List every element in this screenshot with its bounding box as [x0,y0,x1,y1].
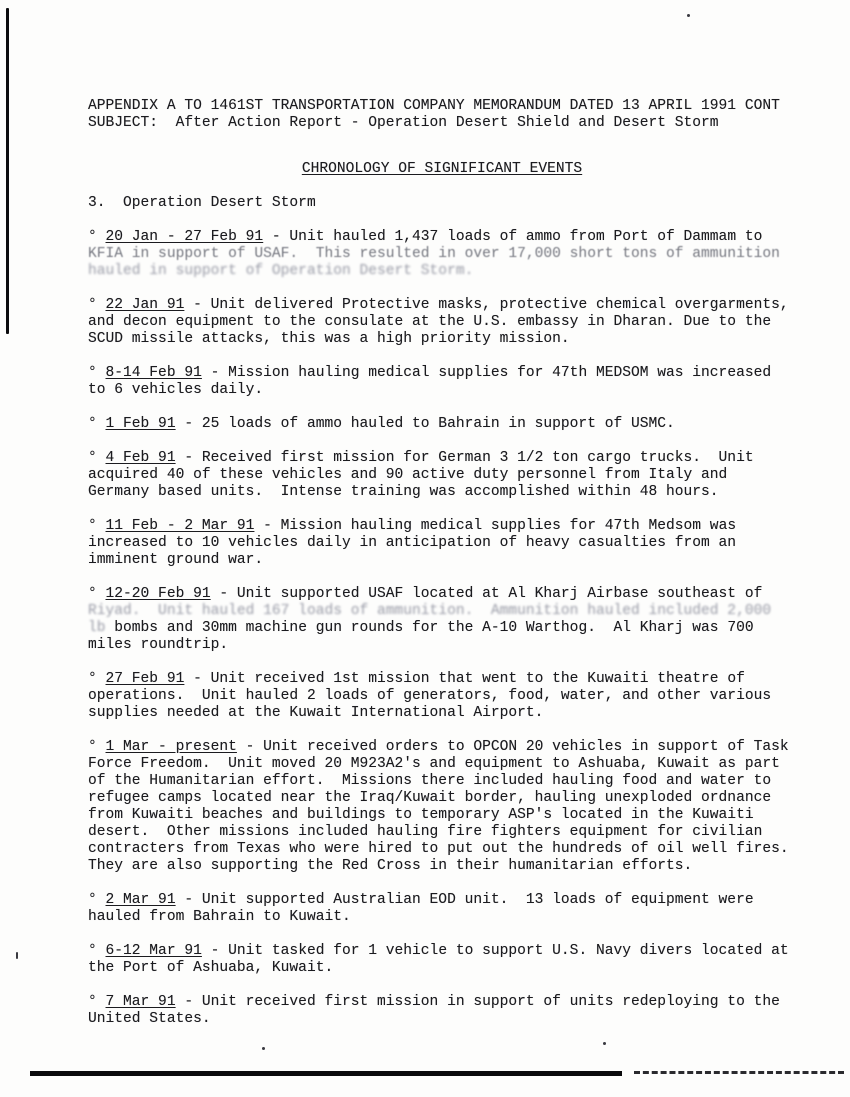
entry-text-segment: - Mission hauling medical supplies for 47th MEDSOM was increased to 6 vehicles daily. [88,365,780,398]
bullet-marker: ° [88,671,106,687]
event-entry [88,365,796,399]
event-entry [88,416,796,433]
event-entry [88,671,796,722]
event-entry [88,586,796,654]
entry-text-segment: - Unit received 1st mission that went to the Kuwaiti theatre of operations. Unit hauled 2 loads of generators, food, water, and other various supplies needed at the Kuwait International Airport. [88,671,780,721]
bullet-marker: ° [88,586,106,602]
event-entry [88,450,796,501]
section-heading: 3. Operation Desert Storm [88,195,316,211]
bullet-marker: ° [88,297,106,313]
document-title: CHRONOLOGY OF SIGNIFICANT EVENTS [301,161,583,177]
entry-text-segment: - Mission hauling medical supplies for 47th Medsom was increased to 10 vehicles daily in anticipation of heavy casualties from an imminent ground war. [88,518,745,568]
entry-text-segment: KFIA in support of USAF. This resulted in over 17,000 short tons of ammunition [88,246,789,262]
bullet-marker: ° [88,518,106,534]
entry-date: 8-14 Feb 91 [105,365,202,381]
bullet-marker: ° [88,365,106,381]
entry-date: 2 Mar 91 [105,892,176,908]
document-content [88,98,796,1028]
entry-text-segment: - Unit received orders to OPCON 20 vehicles in support of Task Force Freedom. Unit moved 20 M923A2's and equipment to Ashuaba, Kuwait as part of the Humanitarian effort. Missions there included hauling food and water to refugee camps located near the Iraq/Kuwait border, hauling unexploded ordnance from Kuwaiti beaches and buildings to temporary ASP's located in the Kuwaiti desert. Other missions included hauling fire fighters equipment for civilian contracters from Texas who were hired to put out the hundreds of oil well fires. They are also supporting the Red Cross in their humanitarian efforts. [88,739,798,874]
bullet-marker: ° [88,943,106,959]
entry-text-segment: - Unit tasked for 1 vehicle to support U.S. Navy divers located at the Port of Ashuaba, Kuwait. [88,943,798,976]
header-line-1: APPENDIX A TO 1461ST TRANSPORTATION COMPANY MEMORANDUM DATED 13 APRIL 1991 CONT [88,98,780,114]
scan-speck [603,1042,606,1045]
scan-speck [687,14,690,17]
entry-text-segment: - Unit received first mission in support of units redeploying to the United States. [88,994,789,1027]
entry-text-segment: - Unit delivered Protective masks, protective chemical overgarments, and decon equipment to the consulate at the U.S. embassy in Dharan. Due to the SCUD missile attacks, this was a high priority mission. [88,297,798,347]
scan-speck [16,952,18,959]
entry-text-segment: - 25 loads of ammo hauled to Bahrain in support of USMC. [175,416,675,432]
entry-date: 22 Jan 91 [105,297,185,313]
event-entry [88,739,796,875]
entry-date: 1 Mar - present [105,739,237,755]
scan-edge-line [6,8,9,334]
bullet-marker: ° [88,892,106,908]
entry-date: 11 Feb - 2 Mar 91 [105,518,255,534]
entry-text-segment: - Unit supported USAF located at Al Kharj Airbase southeast of [210,586,772,602]
entry-text-segment: - Unit supported Australian EOD unit. 13 loads of equipment were hauled from Bahrain to Kuwait. [88,892,763,925]
bullet-marker: ° [88,416,106,432]
event-entry [88,229,796,280]
entry-text-segment: - Received first mission for German 3 1/2 ton cargo trucks. Unit acquired 40 of these vehicles and 90 active duty personnel from Italy and Germany based units. Intense training was accomplished within 48 hours. [88,450,763,500]
event-entry [88,994,796,1028]
entry-date: 7 Mar 91 [105,994,176,1010]
entry-date: 27 Feb 91 [105,671,185,687]
event-entry [88,518,796,569]
entry-text-segment: - Unit hauled 1,437 loads of ammo from Port of Dammam to [263,229,772,245]
event-entry [88,943,796,977]
entries-list [88,229,796,1028]
bullet-marker: ° [88,450,106,466]
bottom-scan-bar [30,1071,622,1076]
entry-text-segment: Riyad. Unit hauled 167 loads of ammunition. Ammunition hauled included 2,000 lb [88,603,780,636]
entry-text-segment: hauled in support of Operation Desert Storm. [88,263,474,279]
bullet-marker: ° [88,739,106,755]
entry-date: 12-20 Feb 91 [105,586,211,602]
scan-speck [262,1047,265,1050]
bottom-dashed-line [634,1071,844,1074]
bullet-marker: ° [88,994,106,1010]
bullet-marker: ° [88,229,106,245]
event-entry [88,297,796,348]
header-line-2: SUBJECT: After Action Report - Operation Desert Shield and Desert Storm [88,115,719,131]
event-entry [88,892,796,926]
entry-text-segment: bombs and 30mm machine gun rounds for the A-10 Warthog. Al Kharj was 700 miles roundtrip. [88,620,763,653]
entry-date: 20 Jan - 27 Feb 91 [105,229,264,245]
entry-date: 6-12 Mar 91 [105,943,202,959]
entry-date: 1 Feb 91 [105,416,176,432]
entry-date: 4 Feb 91 [105,450,176,466]
